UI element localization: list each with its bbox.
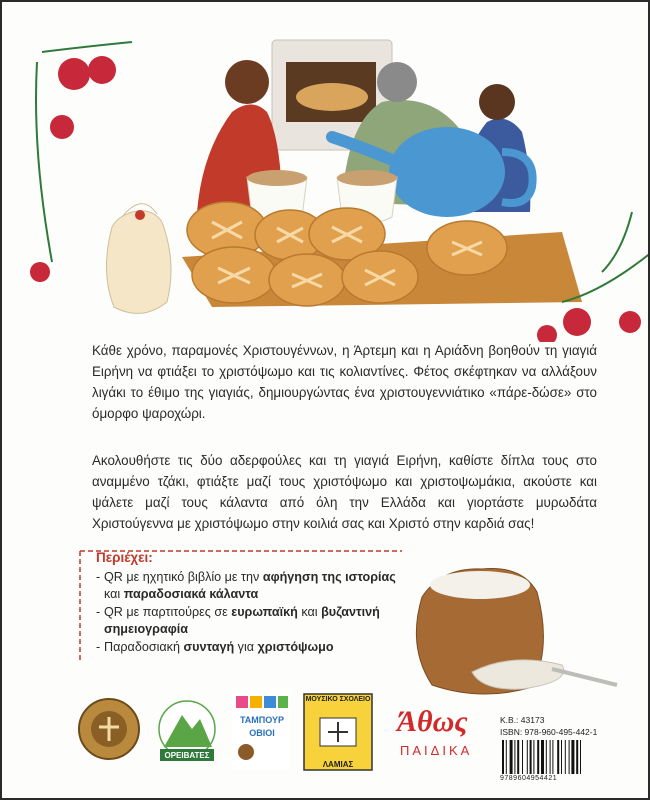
isbn-block xyxy=(500,714,620,782)
list-item: - QR με παρτιτούρες σε ευρωπαϊκή και βυζαντινή σημειογραφία xyxy=(96,604,404,637)
flour-sack-illustration xyxy=(402,557,632,697)
publisher-logo: Άθως xyxy=(397,705,468,738)
contents-box xyxy=(84,550,404,658)
contents-list xyxy=(84,569,404,656)
oreivates-logo-text: ΟΡΕΙΒΑΤΕΣ xyxy=(164,751,210,760)
isbn-number: ISBN: 978-960-495-442-1 xyxy=(500,727,598,737)
publisher-imprint: ΠΑΙΔΙΚΑ xyxy=(400,743,473,758)
kb-code: Κ.Β.: 43173 xyxy=(500,715,545,725)
metropolis-seal-logo xyxy=(77,697,142,762)
barcode-number: 9789604954421 xyxy=(500,775,558,782)
music-school-title: ΜΟΥΣΙΚΟ ΣΧΟΛΕΙΟ xyxy=(305,696,371,703)
intro-paragraph: Κάθε χρόνο, παραμονές Χριστουγέννων, η Άρτεμη και η Αριάδνη βοηθούν τη γιαγιά Ειρήνη να φτιάξει το χριστόψωμο και τις κολιαντίνες. Φέτος σκέφτηκαν να αλλάξουν λιγάκι το έθιμο της γιαγιάς, δημιουργώντας ένα χριστουγεννιάτικο «πάρε-δώσε» στο όμορφο ψαροχώρι. xyxy=(92,343,597,421)
cover-illustration xyxy=(2,2,650,342)
contents-title: Περιέχει: xyxy=(96,550,153,565)
music-school-city: ΛΑΜΙΑΣ xyxy=(322,760,354,769)
list-item: - QR με ηχητικό βιβλίο με την αφήγηση της ιστορίας και παραδοσιακά κάλαντα xyxy=(96,569,404,602)
barcode xyxy=(500,740,610,774)
tampourovioi-logo-text: ΤΑΜΠΟΥΡΟΒΙΟΙ xyxy=(239,715,285,738)
invitation-paragraph: Ακολουθήστε τις δύο αδερφούλες και τη γιαγιά Ειρήνη, καθίστε δίπλα τους στο αναμμένο τζάκι, φτιάξτε μαζί τους χριστόψωμο και χριστοψωμάκια, ακούστε και ψάλετε μαζί τους κάλαντα από όλη την Ελλάδα και γιορτάστε μυρωδάτα Χριστούγεννα με χριστόψωμο στην κοιλιά σας και Χριστό στην καρδιά σας! xyxy=(92,453,597,531)
list-item: - Παραδοσιακή συνταγή για χριστόψωμο xyxy=(96,639,404,656)
